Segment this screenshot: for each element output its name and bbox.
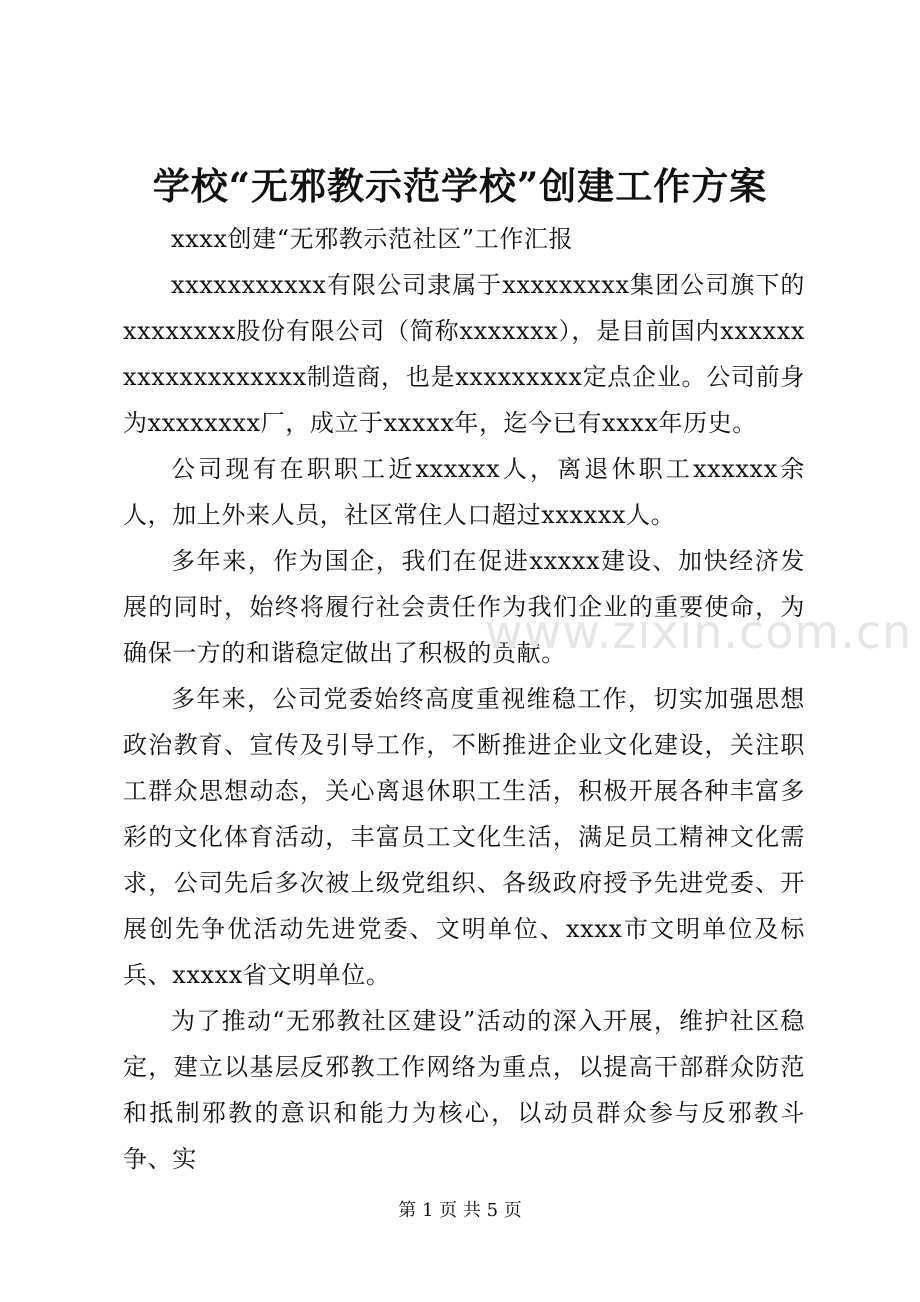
page-footer: 第 1 页 共 5 页 <box>398 1200 522 1221</box>
watermark-text: www.zixin.com.cn <box>485 605 913 659</box>
paragraph-subtitle: xxxx创建“无邪教示范社区”工作汇报 <box>171 225 574 253</box>
paragraph-responsibility: 多年来，作为国企，我们在促进xxxxx建设、加快经济发展的同时，始终将履行社会责任作为我们企业的重要使命，为确保一方的和谐稳定做出了积极的贡献。 <box>123 547 805 667</box>
paragraph-campaign: 为了推动“无邪教社区建设”活动的深入开展，维护社区稳定，建立以基层反邪教工作网络为重点，以提高干部群众防范和抵制邪教的意识和能力为核心，以动员群众参与反邪教斗争、实 <box>123 1007 805 1173</box>
document-title: 学校“无邪教示范学校”创建工作方案 <box>152 164 768 208</box>
document-body <box>123 216 805 1182</box>
paragraph-party-work: 多年来，公司党委始终高度重视维稳工作，切实加强思想政治教育、宣传及引导工作，不断推进企业文化建设，关注职工群众思想动态，关心离退休职工生活，积极开展各种丰富多彩的文化体育活动，丰富员工文化生活，满足员工精神文化需求，公司先后多次被上级党组织、各级政府授予先进党委、开展创先争优活动先进党委、文明单位、xxxx市文明单位及标兵、xxxxx省文明单位。 <box>123 685 805 989</box>
paragraph-company-intro: xxxxxxxxxxx有限公司隶属于xxxxxxxxx集团公司旗下的xxxxxxxx股份有限公司（简称xxxxxxx），是目前国内xxxxxxxxxxxxxxxxxxx制造商，也是xxxxxxxxx定点企业。公司前身为xxxxxxxx厂，成立于xxxxx年，迄今已有xxxx年历史。 <box>123 271 805 437</box>
paragraph-staff: 公司现有在职职工近xxxxxx人，离退休职工xxxxxx余人，加上外来人员，社区常住人口超过xxxxxx人。 <box>123 455 805 529</box>
